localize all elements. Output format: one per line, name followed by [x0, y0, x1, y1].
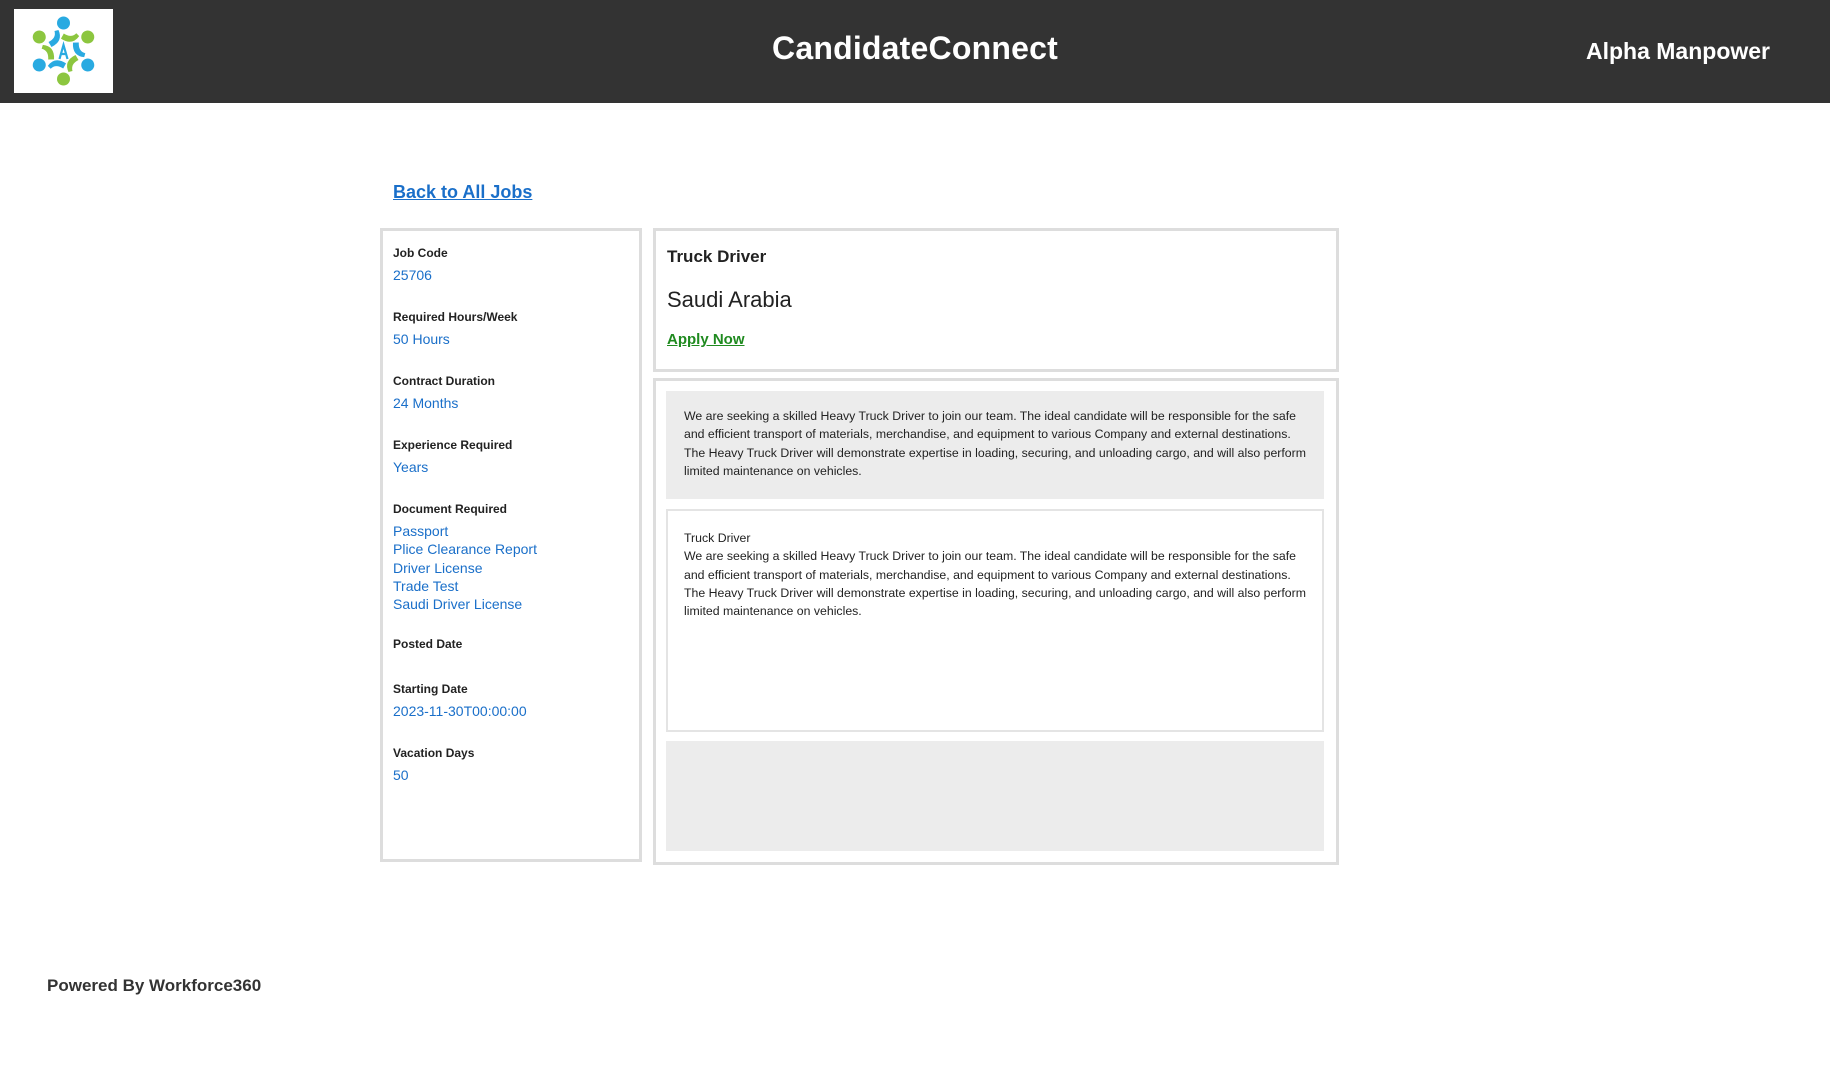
hours-value: 50 Hours — [393, 331, 450, 347]
apply-now-link[interactable]: Apply Now — [667, 331, 745, 348]
contract-value: 24 Months — [393, 395, 459, 411]
job-title: Truck Driver — [667, 247, 767, 266]
starting-date-label: Starting Date — [393, 682, 468, 696]
company-name: Alpha Manpower — [1585, 38, 1770, 64]
job-details-panel — [380, 228, 642, 862]
experience-label: Experience Required — [393, 438, 513, 452]
experience-value: Years — [393, 459, 429, 475]
description-full-title: Truck Driver — [684, 531, 751, 545]
document-item: Passport — [393, 523, 449, 539]
experience-field — [393, 438, 512, 476]
powered-by-footer: Powered By Workforce360 — [47, 976, 262, 995]
document-item: Trade Test — [393, 577, 459, 594]
job-code-label: Job Code — [393, 246, 448, 260]
contract-label: Contract Duration — [393, 374, 495, 388]
job-description-panel — [653, 378, 1339, 865]
description-summary: We are seeking a skilled Heavy Truck Driver to join our team. The ideal candidate will be responsible for the safe and efficient transport of materials, merchandise, and equipment to various Company and external destinations. The Heavy Truck Driver will demonstrate expertise in loading, securing, and unloading cargo, and will also perform limited maintenance on vehicles. — [666, 391, 1324, 499]
document-item: Plice Clearance Report — [393, 541, 537, 558]
document-item: Saudi Driver License — [393, 596, 523, 613]
starting-date-value: 2023-11-30T00:00:00 — [393, 703, 527, 719]
starting-date-field — [393, 682, 527, 720]
app-title: CandidateConnect — [772, 30, 1058, 66]
job-title-panel — [653, 228, 1339, 372]
description-full-text: We are seeking a skilled Heavy Truck Driver to join our team. The ideal candidate will be responsible for the safe and efficient transport of materials, merchandise, and equipment to various Company and external destinations. The Heavy Truck Driver will demonstrate expertise in loading, securing, and unloading cargo, and will also perform limited maintenance on vehicles. — [684, 549, 1306, 619]
description-full — [666, 509, 1324, 732]
hours-label: Required Hours/Week — [393, 310, 518, 324]
documents-label: Document Required — [393, 502, 508, 516]
top-header-bar — [0, 0, 1830, 103]
hours-field — [393, 310, 517, 348]
back-to-all-jobs-link[interactable]: Back to All Jobs — [393, 182, 533, 202]
documents-list — [393, 522, 537, 613]
posted-date-field — [393, 637, 462, 657]
description-extra-box — [666, 741, 1324, 851]
job-code-value: 25706 — [393, 267, 432, 283]
document-item: Driver License — [393, 559, 483, 576]
vacation-days-label: Vacation Days — [393, 746, 475, 760]
vacation-days-field — [393, 746, 474, 784]
posted-date-label: Posted Date — [393, 637, 463, 651]
vacation-days-value: 50 — [393, 767, 409, 783]
contract-field — [393, 374, 495, 412]
documents-field — [393, 502, 537, 613]
job-location: Saudi Arabia — [667, 287, 792, 312]
job-code-field — [393, 246, 448, 284]
